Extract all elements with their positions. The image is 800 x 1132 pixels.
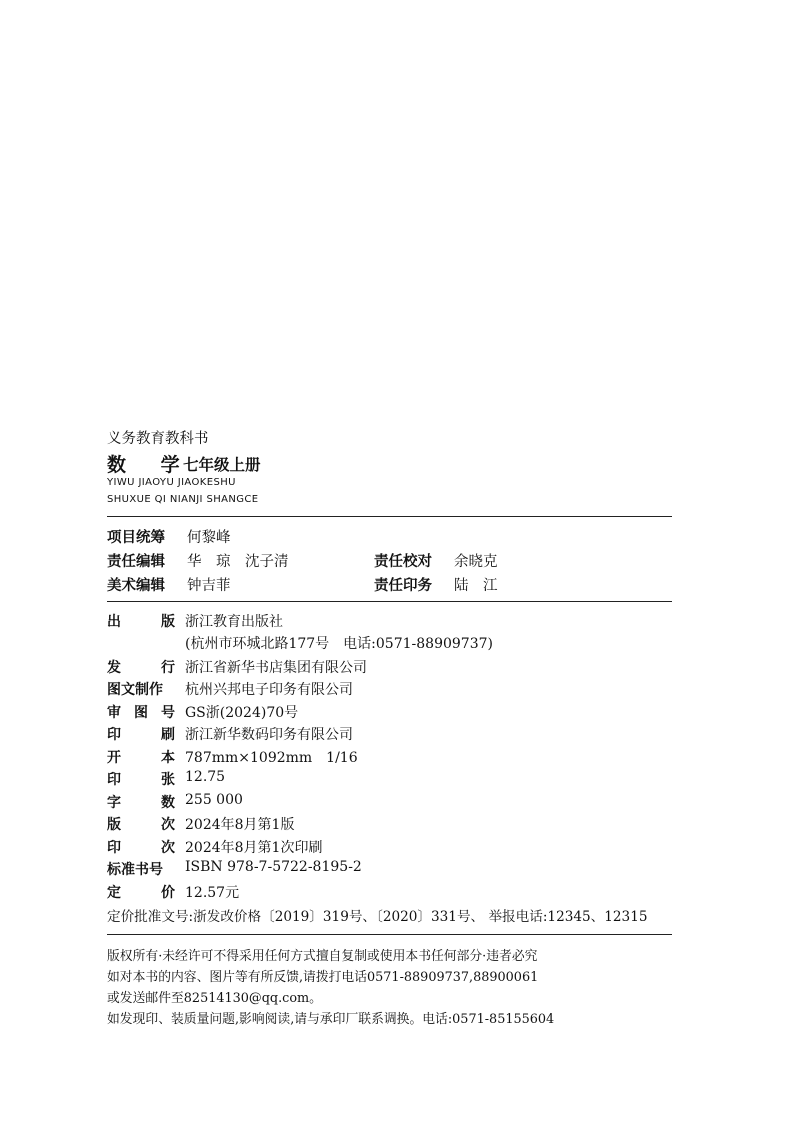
printing-supervisor-label: 责任印务	[374, 578, 432, 594]
edition-label: 版 次	[107, 817, 175, 833]
coordinator-value: 何黎峰	[187, 530, 231, 546]
printer-label: 印 刷	[107, 727, 175, 743]
email-notice: 或发送邮件至82514130@qq.com。	[107, 991, 322, 1006]
isbn-value: ISBN 978-7-5722-8195-2	[185, 859, 362, 875]
print-quality-notice: 如发现印、装质量问题,影响阅读,请与承印厂联系调换。电话:0571-85155604	[107, 1012, 555, 1027]
editors-label: 责任编辑	[107, 554, 165, 570]
publisher-value: 浙江教育出版社	[185, 614, 283, 630]
isbn-label: 标准书号	[107, 862, 163, 878]
typesetting-value: 杭州兴邦电子印务有限公司	[185, 682, 353, 698]
divider-bottom	[107, 934, 672, 935]
book-title: 数 学	[107, 454, 194, 476]
title-pinyin: SHUXUE QI NIANJI SHANGCE	[107, 494, 259, 505]
proofreader-value: 余晓克	[454, 554, 498, 570]
divider-top	[107, 516, 672, 517]
format-label: 开 本	[107, 750, 175, 766]
price-label: 定 价	[107, 885, 175, 901]
printer-value: 浙江新华数码印务有限公司	[185, 727, 353, 743]
art-editor-label: 美术编辑	[107, 578, 165, 594]
series-pinyin: YIWU JIAOYU JIAOKESHU	[107, 477, 236, 488]
copyright-notice: 版权所有·未经许可不得采用任何方式擅自复制或使用本书任何部分·违者必究	[107, 949, 538, 964]
sheets-label: 印 张	[107, 772, 175, 788]
map-approval-value: GS浙(2024)70号	[185, 705, 299, 721]
coordinator-label: 项目统筹	[107, 530, 165, 546]
map-approval-label: 审 图 号	[107, 705, 175, 721]
printing-supervisor-value: 陆 江	[454, 578, 498, 594]
word-count-label: 字 数	[107, 795, 175, 811]
publisher-address: (杭州市环城北路177号 电话:0571-88909737)	[185, 636, 493, 652]
art-editor-value: 钟吉菲	[187, 578, 231, 594]
proofreader-label: 责任校对	[374, 554, 432, 570]
sheets-value: 12.75	[185, 769, 226, 785]
distributor-label: 发 行	[107, 660, 175, 676]
distributor-value: 浙江省新华书店集团有限公司	[185, 660, 367, 676]
price-approval-text: 定价批准文号:浙发改价格〔2019〕319号、〔2020〕331号、 举报电话:12345、12315	[107, 909, 648, 925]
feedback-notice: 如对本书的内容、图片等有所反馈,请拨打电话0571-88909737,88900061	[107, 970, 539, 985]
divider-middle	[107, 601, 672, 602]
series-name: 义务教育教科书	[107, 431, 209, 447]
impression-value: 2024年8月第1次印刷	[185, 840, 323, 856]
edition-value: 2024年8月第1版	[185, 817, 295, 833]
price-value: 12.57元	[185, 885, 240, 901]
format-value: 787mm×1092mm 1/16	[185, 750, 358, 766]
editors-value: 华 琼 沈子清	[187, 554, 289, 570]
publisher-label: 出 版	[107, 614, 175, 630]
typesetting-label: 图文制作	[107, 682, 163, 698]
book-subtitle: 七年级上册	[183, 456, 261, 474]
word-count-value: 255 000	[185, 792, 243, 808]
impression-label: 印 次	[107, 840, 175, 856]
